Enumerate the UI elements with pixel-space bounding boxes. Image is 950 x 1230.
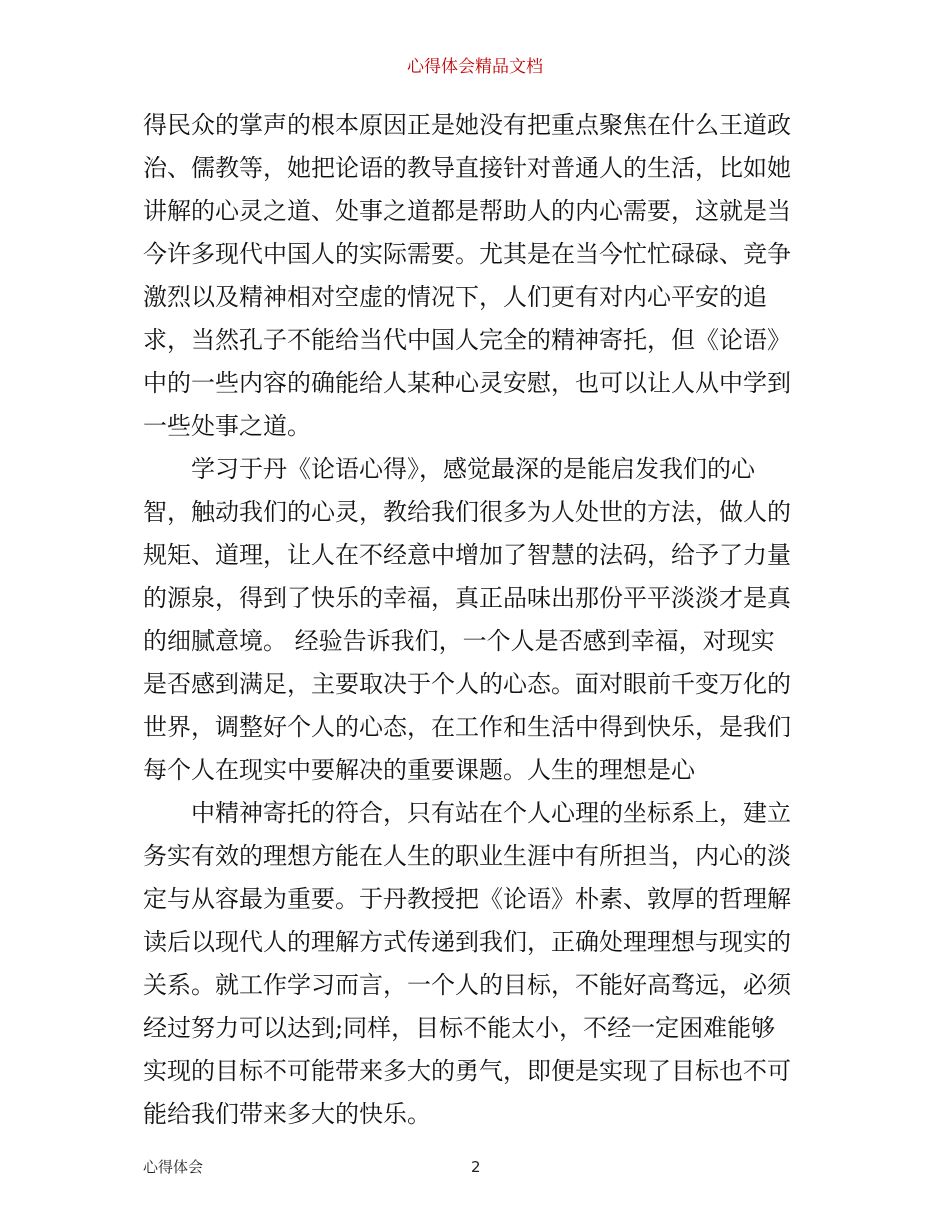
text-line: 的细腻意境。 经验告诉我们，一个人是否感到幸福，对现实	[143, 627, 775, 655]
page-header-title: 心得体会精品文档	[407, 57, 543, 77]
text-line: 得民众的掌声的根本原因正是她没有把重点聚焦在什么王道政	[143, 111, 791, 139]
text-line: 今许多现代中国人的实际需要。尤其是在当今忙忙碌碌、竞争	[143, 240, 791, 268]
text-line: 定与从容最为重要。于丹教授把《论语》朴素、敦厚的哲理解	[143, 885, 791, 913]
text-line: 学习于丹《论语心得》，感觉最深的是能启发我们的心	[191, 455, 755, 483]
text-line: 每个人在现实中要解决的重要课题。人生的理想是心	[143, 756, 695, 784]
text-line: 世界，调整好个人的心态，在工作和生活中得到快乐，是我们	[143, 713, 791, 741]
text-line: 规矩、道理，让人在不经意中增加了智慧的法码，给予了力量	[143, 541, 791, 569]
text-line: 中精神寄托的符合，只有站在个人心理的坐标系上，建立	[191, 799, 791, 827]
page-number: 2	[471, 1158, 481, 1176]
text-line: 读后以现代人的理解方式传递到我们，正确处理理想与现实的	[143, 928, 791, 956]
text-line: 激烈以及精神相对空虚的情况下，人们更有对内心平安的追	[143, 283, 767, 311]
text-line: 智，触动我们的心灵，教给我们很多为人处世的方法，做人的	[143, 498, 791, 526]
text-line: 关系。就工作学习而言，一个人的目标，不能好高骛远，必须	[143, 971, 791, 999]
text-line: 务实有效的理想方能在人生的职业生涯中有所担当，内心的淡	[143, 842, 791, 870]
text-line: 讲解的心灵之道、处事之道都是帮助人的内心需要，这就是当	[143, 197, 791, 225]
text-line: 治、儒教等，她把论语的教导直接针对普通人的生活，比如她	[143, 154, 791, 182]
text-line: 求，当然孔子不能给当代中国人完全的精神寄托，但《论语》	[143, 326, 791, 354]
text-line: 中的一些内容的确能给人某种心灵安慰，也可以让人从中学到	[143, 369, 791, 397]
text-line: 经过努力可以达到;同样，目标不能太小，不经一定困难能够	[143, 1014, 776, 1042]
text-line: 能给我们带来多大的快乐。	[143, 1100, 431, 1128]
text-line: 的源泉，得到了快乐的幸福，真正品味出那份平平淡淡才是真	[143, 584, 791, 612]
document-body	[143, 104, 815, 1136]
text-line: 一些处事之道。	[143, 412, 311, 440]
text-line: 实现的目标不可能带来多大的勇气，即便是实现了目标也不可	[143, 1057, 791, 1085]
text-line: 是否感到满足，主要取决于个人的心态。面对眼前千变万化的	[143, 670, 791, 698]
page-footer	[143, 1156, 815, 1178]
footer-label: 心得体会	[143, 1158, 204, 1176]
